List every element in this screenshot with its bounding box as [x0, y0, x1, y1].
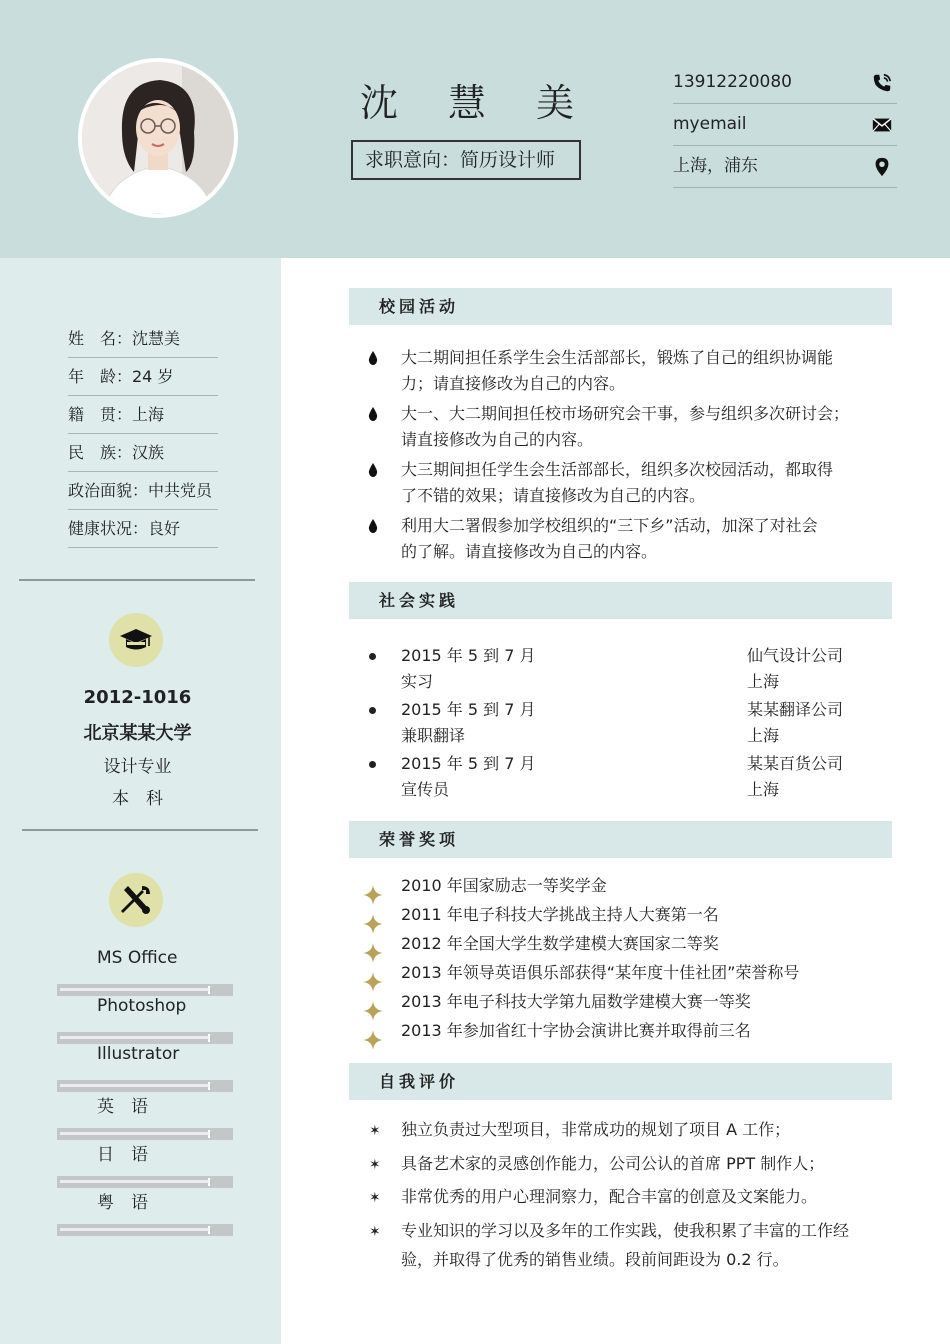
section-title: 自我评价: [379, 1072, 460, 1091]
phone-number: 13912220080: [673, 72, 792, 92]
skill-level-bar: [57, 1224, 233, 1236]
section-header-honors: [349, 821, 892, 858]
campus-item-line: 了不错的效果；请直接修改为自己的内容。: [401, 486, 706, 505]
sparkle-star-icon: [363, 943, 383, 963]
skill-level-fill: [60, 1228, 208, 1231]
skill-level-knob: [208, 1226, 210, 1234]
info-age: 年 龄：24 岁: [68, 358, 218, 396]
skill-level-knob: [208, 1130, 210, 1138]
drop-bullet-icon: [366, 350, 380, 366]
skill-level-fill: [60, 1084, 208, 1087]
education-icon-badge: [109, 613, 163, 667]
campus-item-line: 利用大二署假参加学校组织的“三下乡”活动，加深了对社会: [401, 516, 818, 535]
graduation-cap-icon: [118, 622, 154, 658]
candidate-name: [360, 72, 624, 127]
drop-bullet-icon: [366, 518, 380, 534]
skill-level-knob: [208, 1034, 210, 1042]
star-bullet-icon: ✶: [369, 1224, 381, 1240]
practice-city: 上海: [747, 780, 780, 799]
name-char: 沈: [360, 81, 399, 125]
info-ethnicity: 民 族：汉族: [68, 434, 218, 472]
name-char: 慧: [448, 81, 487, 125]
star-bullet-icon: ✶: [369, 1190, 381, 1206]
education-degree: 本 科: [112, 789, 163, 809]
self-eval-line: 非常优秀的用户心理洞察力，配合丰富的创意及文案能力。: [401, 1187, 818, 1206]
practice-date: 2015 年 5 到 7 月: [401, 700, 536, 719]
info-health: 健康状况：良好: [68, 510, 218, 548]
skill-level-bar: [57, 1032, 233, 1044]
honor-item: 2011 年电子科技大学挑战主持人大赛第一名: [401, 905, 719, 924]
practice-role: 兼职翻译: [401, 726, 466, 745]
skill-label: 英 语: [97, 1097, 148, 1117]
section-title: 荣誉奖项: [379, 830, 460, 849]
info-political: 政治面貌：中共党员: [68, 472, 218, 510]
honor-item: 2013 年参加省红十字协会演讲比赛并取得前三名: [401, 1021, 751, 1040]
practice-company: 某某翻译公司: [747, 700, 844, 719]
info-hometown: 籍 贯：上海: [68, 396, 218, 434]
list-dot: [369, 761, 376, 768]
contact-email: [673, 104, 897, 146]
location-pin-icon: [871, 156, 893, 178]
honor-item: 2013 年领导英语俱乐部获得“某年度十佳社团”荣誉称号: [401, 963, 800, 982]
sparkle-star-icon: [363, 885, 383, 905]
skill-label: 粤 语: [97, 1193, 148, 1213]
skill-level-knob: [208, 1082, 210, 1090]
skill-label: Illustrator: [97, 1044, 180, 1064]
email-address: myemail: [673, 114, 747, 134]
practice-date: 2015 年 5 到 7 月: [401, 754, 536, 773]
practice-role: 实习: [401, 672, 434, 691]
sparkle-star-icon: [363, 914, 383, 934]
skill-level-fill: [60, 1132, 208, 1135]
section-header-practice: [349, 582, 892, 619]
skill-level-bar: [57, 1176, 233, 1188]
practice-role: 宣传员: [401, 780, 450, 799]
contact-location: [673, 146, 897, 188]
education-school: 北京某某大学: [83, 723, 192, 744]
self-eval-line: 验，并取得了优秀的销售业绩。段前间距设为 0.2 行。: [401, 1250, 789, 1269]
practice-city: 上海: [747, 726, 780, 745]
sparkle-star-icon: [363, 1001, 383, 1021]
self-eval-line: 具备艺术家的灵感创作能力，公司公认的首席 PPT 制作人；: [401, 1154, 825, 1173]
self-eval-line: 专业知识的学习以及多年的工作实践，使我积累了丰富的工作经: [401, 1221, 850, 1240]
education-major: 设计专业: [103, 757, 172, 777]
practice-company: 某某百货公司: [747, 754, 844, 773]
honor-item: 2013 年电子科技大学第九届数学建模大赛一等奖: [401, 992, 751, 1011]
skill-level-fill: [60, 1180, 208, 1183]
practice-city: 上海: [747, 672, 780, 691]
skill-level-bar: [57, 984, 233, 996]
contact-phone: [673, 62, 897, 104]
section-header-campus: [349, 288, 892, 325]
drop-bullet-icon: [366, 462, 380, 478]
drop-bullet-icon: [366, 406, 380, 422]
phone-icon: [871, 72, 893, 94]
star-bullet-icon: ✶: [369, 1123, 381, 1139]
skill-level-knob: [208, 986, 210, 994]
skill-level-knob: [208, 1178, 210, 1186]
section-title: 社会实践: [379, 591, 460, 610]
list-dot: [369, 653, 376, 660]
section-title: 校园活动: [379, 297, 460, 316]
skill-level-fill: [60, 1036, 208, 1039]
sparkle-star-icon: [363, 1030, 383, 1050]
profile-photo: [78, 58, 238, 218]
sidebar-divider: [22, 829, 258, 831]
section-header-self-eval: [349, 1063, 892, 1100]
sparkle-star-icon: [363, 972, 383, 992]
name-char: 美: [536, 81, 575, 125]
mail-icon: [871, 114, 893, 136]
campus-item-line: 力；请直接修改为自己的内容。: [401, 374, 626, 393]
practice-date: 2015 年 5 到 7 月: [401, 646, 536, 665]
campus-item-line: 的了解。请直接修改为自己的内容。: [401, 542, 658, 561]
star-bullet-icon: ✶: [369, 1157, 381, 1173]
honor-item: 2010 年国家励志一等奖学金: [401, 876, 607, 895]
sidebar-divider: [19, 579, 255, 581]
campus-item-line: 大二期间担任系学生会生活部部长，锻炼了自己的组织协调能: [401, 348, 834, 367]
self-eval-line: 独立负责过大型项目，非常成功的规划了项目 A 工作；: [401, 1120, 791, 1139]
info-name: 姓 名：沈慧美: [68, 320, 218, 358]
list-dot: [369, 707, 376, 714]
skill-level-fill: [60, 988, 208, 991]
location-text: 上海，浦东: [673, 156, 758, 176]
education-years: 2012-1016: [83, 687, 192, 708]
tools-icon: [118, 882, 154, 918]
skill-label: 日 语: [97, 1145, 148, 1165]
skill-label: Photoshop: [97, 996, 187, 1016]
job-intent-box: 求职意向：简历设计师: [351, 140, 581, 180]
honor-item: 2012 年全国大学生数学建模大赛国家二等奖: [401, 934, 719, 953]
campus-item-line: 请直接修改为自己的内容。: [401, 430, 594, 449]
campus-item-line: 大一、大二期间担任校市场研究会干事，参与组织多次研讨会；: [401, 404, 850, 423]
skill-level-bar: [57, 1128, 233, 1140]
campus-item-line: 大三期间担任学生会生活部部长，组织多次校园活动，都取得: [401, 460, 834, 479]
practice-company: 仙气设计公司: [747, 646, 844, 665]
skill-label: MS Office: [97, 948, 178, 968]
skill-level-bar: [57, 1080, 233, 1092]
skills-icon-badge: [109, 873, 163, 927]
